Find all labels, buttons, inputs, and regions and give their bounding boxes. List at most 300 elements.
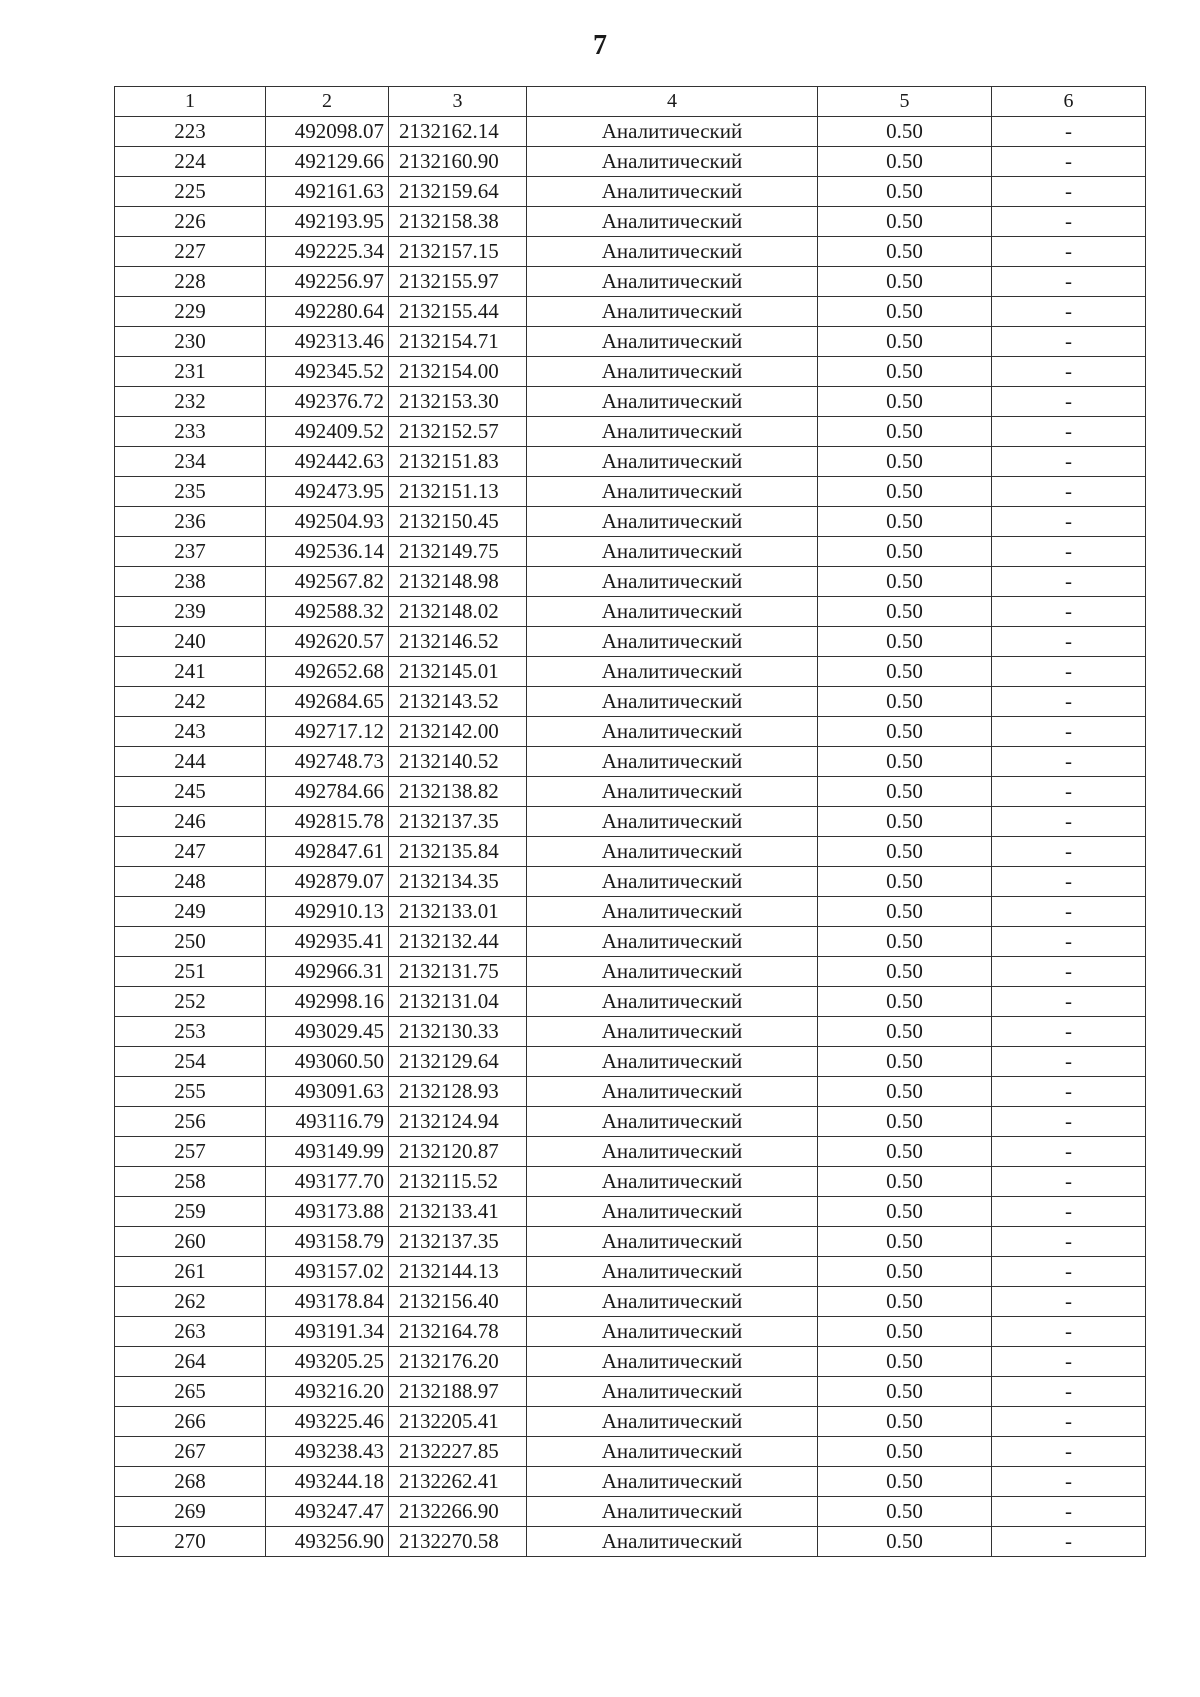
accuracy-cell: 0.50	[818, 1227, 992, 1257]
y-coordinate-cell: 2132143.52	[389, 687, 527, 717]
accuracy-cell: 0.50	[818, 627, 992, 657]
accuracy-cell: 0.50	[818, 447, 992, 477]
method-cell: Аналитический	[527, 507, 818, 537]
method-cell: Аналитический	[527, 1047, 818, 1077]
method-cell: Аналитический	[527, 1107, 818, 1137]
method-cell: Аналитический	[527, 567, 818, 597]
note-cell: -	[992, 837, 1146, 867]
note-cell: -	[992, 657, 1146, 687]
point-number-cell: 253	[115, 1017, 266, 1047]
table-row	[115, 537, 1146, 567]
y-coordinate-cell: 2132266.90	[389, 1497, 527, 1527]
x-coordinate-cell: 492935.41	[266, 927, 389, 957]
note-cell: -	[992, 237, 1146, 267]
y-coordinate-cell: 2132176.20	[389, 1347, 527, 1377]
method-cell: Аналитический	[527, 987, 818, 1017]
method-cell: Аналитический	[527, 747, 818, 777]
method-cell: Аналитический	[527, 597, 818, 627]
table-row	[115, 627, 1146, 657]
header-col-5: 5	[818, 87, 992, 117]
accuracy-cell: 0.50	[818, 1137, 992, 1167]
point-number-cell: 270	[115, 1527, 266, 1557]
method-cell: Аналитический	[527, 807, 818, 837]
y-coordinate-cell: 2132149.75	[389, 537, 527, 567]
table-row	[115, 867, 1146, 897]
method-cell: Аналитический	[527, 1287, 818, 1317]
accuracy-cell: 0.50	[818, 1347, 992, 1377]
note-cell: -	[992, 627, 1146, 657]
table-row	[115, 687, 1146, 717]
y-coordinate-cell: 2132120.87	[389, 1137, 527, 1167]
method-cell: Аналитический	[527, 1167, 818, 1197]
y-coordinate-cell: 2132164.78	[389, 1317, 527, 1347]
accuracy-cell: 0.50	[818, 1437, 992, 1467]
table-row	[115, 1227, 1146, 1257]
x-coordinate-cell: 493173.88	[266, 1197, 389, 1227]
point-number-cell: 266	[115, 1407, 266, 1437]
page-number: 7	[593, 30, 607, 61]
note-cell: -	[992, 177, 1146, 207]
y-coordinate-cell: 2132145.01	[389, 657, 527, 687]
note-cell: -	[992, 1317, 1146, 1347]
method-cell: Аналитический	[527, 297, 818, 327]
point-number-cell: 249	[115, 897, 266, 927]
point-number-cell: 259	[115, 1197, 266, 1227]
method-cell: Аналитический	[527, 207, 818, 237]
note-cell: -	[992, 357, 1146, 387]
accuracy-cell: 0.50	[818, 1167, 992, 1197]
note-cell: -	[992, 327, 1146, 357]
table-row	[115, 267, 1146, 297]
x-coordinate-cell: 492376.72	[266, 387, 389, 417]
note-cell: -	[992, 1497, 1146, 1527]
point-number-cell: 245	[115, 777, 266, 807]
table-row	[115, 1407, 1146, 1437]
table-row	[115, 297, 1146, 327]
point-number-cell: 244	[115, 747, 266, 777]
accuracy-cell: 0.50	[818, 1197, 992, 1227]
y-coordinate-cell: 2132154.00	[389, 357, 527, 387]
note-cell: -	[992, 1377, 1146, 1407]
y-coordinate-cell: 2132133.01	[389, 897, 527, 927]
note-cell: -	[992, 897, 1146, 927]
y-coordinate-cell: 2132115.52	[389, 1167, 527, 1197]
method-cell: Аналитический	[527, 177, 818, 207]
header-col-4: 4	[527, 87, 818, 117]
method-cell: Аналитический	[527, 1437, 818, 1467]
point-number-cell: 240	[115, 627, 266, 657]
note-cell: -	[992, 117, 1146, 147]
x-coordinate-cell: 492748.73	[266, 747, 389, 777]
table-row	[115, 147, 1146, 177]
point-number-cell: 248	[115, 867, 266, 897]
note-cell: -	[992, 147, 1146, 177]
accuracy-cell: 0.50	[818, 717, 992, 747]
point-number-cell: 269	[115, 1497, 266, 1527]
note-cell: -	[992, 567, 1146, 597]
note-cell: -	[992, 807, 1146, 837]
point-number-cell: 231	[115, 357, 266, 387]
table-row	[115, 747, 1146, 777]
x-coordinate-cell: 492409.52	[266, 417, 389, 447]
y-coordinate-cell: 2132138.82	[389, 777, 527, 807]
y-coordinate-cell: 2132162.14	[389, 117, 527, 147]
method-cell: Аналитический	[527, 447, 818, 477]
x-coordinate-cell: 492442.63	[266, 447, 389, 477]
accuracy-cell: 0.50	[818, 567, 992, 597]
point-number-cell: 223	[115, 117, 266, 147]
x-coordinate-cell: 492620.57	[266, 627, 389, 657]
table-row	[115, 1197, 1146, 1227]
note-cell: -	[992, 1017, 1146, 1047]
point-number-cell: 262	[115, 1287, 266, 1317]
point-number-cell: 263	[115, 1317, 266, 1347]
x-coordinate-cell: 493116.79	[266, 1107, 389, 1137]
accuracy-cell: 0.50	[818, 1107, 992, 1137]
table-body	[115, 117, 1146, 1557]
accuracy-cell: 0.50	[818, 807, 992, 837]
accuracy-cell: 0.50	[818, 747, 992, 777]
table-row	[115, 507, 1146, 537]
table-row	[115, 327, 1146, 357]
y-coordinate-cell: 2132262.41	[389, 1467, 527, 1497]
table-row	[115, 897, 1146, 927]
method-cell: Аналитический	[527, 957, 818, 987]
y-coordinate-cell: 2132133.41	[389, 1197, 527, 1227]
method-cell: Аналитический	[527, 927, 818, 957]
table-row	[115, 1347, 1146, 1377]
method-cell: Аналитический	[527, 357, 818, 387]
point-number-cell: 224	[115, 147, 266, 177]
x-coordinate-cell: 493158.79	[266, 1227, 389, 1257]
table-row	[115, 777, 1146, 807]
x-coordinate-cell: 492193.95	[266, 207, 389, 237]
table-row	[115, 1017, 1146, 1047]
note-cell: -	[992, 417, 1146, 447]
accuracy-cell: 0.50	[818, 987, 992, 1017]
table-row	[115, 387, 1146, 417]
accuracy-cell: 0.50	[818, 297, 992, 327]
table-row	[115, 657, 1146, 687]
note-cell: -	[992, 297, 1146, 327]
method-cell: Аналитический	[527, 117, 818, 147]
header-col-3: 3	[389, 87, 527, 117]
note-cell: -	[992, 1437, 1146, 1467]
note-cell: -	[992, 717, 1146, 747]
point-number-cell: 229	[115, 297, 266, 327]
coordinates-table	[114, 86, 1146, 1557]
y-coordinate-cell: 2132137.35	[389, 807, 527, 837]
method-cell: Аналитический	[527, 687, 818, 717]
note-cell: -	[992, 1347, 1146, 1377]
point-number-cell: 239	[115, 597, 266, 627]
table-row	[115, 207, 1146, 237]
y-coordinate-cell: 2132158.38	[389, 207, 527, 237]
point-number-cell: 241	[115, 657, 266, 687]
x-coordinate-cell: 492998.16	[266, 987, 389, 1017]
point-number-cell: 230	[115, 327, 266, 357]
x-coordinate-cell: 493060.50	[266, 1047, 389, 1077]
x-coordinate-cell: 493247.47	[266, 1497, 389, 1527]
table-row	[115, 477, 1146, 507]
point-number-cell: 261	[115, 1257, 266, 1287]
accuracy-cell: 0.50	[818, 597, 992, 627]
header-col-6: 6	[992, 87, 1146, 117]
table-row	[115, 237, 1146, 267]
note-cell: -	[992, 1167, 1146, 1197]
y-coordinate-cell: 2132159.64	[389, 177, 527, 207]
point-number-cell: 252	[115, 987, 266, 1017]
y-coordinate-cell: 2132140.52	[389, 747, 527, 777]
accuracy-cell: 0.50	[818, 897, 992, 927]
table-row	[115, 837, 1146, 867]
method-cell: Аналитический	[527, 1227, 818, 1257]
note-cell: -	[992, 1287, 1146, 1317]
method-cell: Аналитический	[527, 387, 818, 417]
accuracy-cell: 0.50	[818, 357, 992, 387]
accuracy-cell: 0.50	[818, 1407, 992, 1437]
y-coordinate-cell: 2132150.45	[389, 507, 527, 537]
note-cell: -	[992, 777, 1146, 807]
x-coordinate-cell: 493191.34	[266, 1317, 389, 1347]
note-cell: -	[992, 507, 1146, 537]
x-coordinate-cell: 493225.46	[266, 1407, 389, 1437]
y-coordinate-cell: 2132135.84	[389, 837, 527, 867]
note-cell: -	[992, 1527, 1146, 1557]
y-coordinate-cell: 2132130.33	[389, 1017, 527, 1047]
note-cell: -	[992, 597, 1146, 627]
y-coordinate-cell: 2132188.97	[389, 1377, 527, 1407]
x-coordinate-cell: 492879.07	[266, 867, 389, 897]
accuracy-cell: 0.50	[818, 537, 992, 567]
table-row	[115, 1287, 1146, 1317]
accuracy-cell: 0.50	[818, 1287, 992, 1317]
note-cell: -	[992, 447, 1146, 477]
method-cell: Аналитический	[527, 777, 818, 807]
table-row	[115, 1467, 1146, 1497]
y-coordinate-cell: 2132137.35	[389, 1227, 527, 1257]
table-row	[115, 1167, 1146, 1197]
point-number-cell: 226	[115, 207, 266, 237]
table-row	[115, 1077, 1146, 1107]
x-coordinate-cell: 493244.18	[266, 1467, 389, 1497]
y-coordinate-cell: 2132131.75	[389, 957, 527, 987]
y-coordinate-cell: 2132148.98	[389, 567, 527, 597]
method-cell: Аналитический	[527, 1467, 818, 1497]
point-number-cell: 228	[115, 267, 266, 297]
point-number-cell: 243	[115, 717, 266, 747]
point-number-cell: 267	[115, 1437, 266, 1467]
x-coordinate-cell: 492684.65	[266, 687, 389, 717]
table-row	[115, 177, 1146, 207]
accuracy-cell: 0.50	[818, 1377, 992, 1407]
accuracy-cell: 0.50	[818, 387, 992, 417]
table-row	[115, 1137, 1146, 1167]
accuracy-cell: 0.50	[818, 117, 992, 147]
accuracy-cell: 0.50	[818, 1527, 992, 1557]
method-cell: Аналитический	[527, 267, 818, 297]
y-coordinate-cell: 2132151.13	[389, 477, 527, 507]
x-coordinate-cell: 492161.63	[266, 177, 389, 207]
method-cell: Аналитический	[527, 867, 818, 897]
point-number-cell: 227	[115, 237, 266, 267]
point-number-cell: 251	[115, 957, 266, 987]
y-coordinate-cell: 2132152.57	[389, 417, 527, 447]
accuracy-cell: 0.50	[818, 1077, 992, 1107]
method-cell: Аналитический	[527, 657, 818, 687]
table-row	[115, 447, 1146, 477]
method-cell: Аналитический	[527, 417, 818, 447]
x-coordinate-cell: 492847.61	[266, 837, 389, 867]
y-coordinate-cell: 2132144.13	[389, 1257, 527, 1287]
point-number-cell: 250	[115, 927, 266, 957]
table-row	[115, 1497, 1146, 1527]
method-cell: Аналитический	[527, 1317, 818, 1347]
table-row	[115, 1047, 1146, 1077]
y-coordinate-cell: 2132205.41	[389, 1407, 527, 1437]
y-coordinate-cell: 2132157.15	[389, 237, 527, 267]
y-coordinate-cell: 2132134.35	[389, 867, 527, 897]
method-cell: Аналитический	[527, 627, 818, 657]
accuracy-cell: 0.50	[818, 837, 992, 867]
accuracy-cell: 0.50	[818, 657, 992, 687]
accuracy-cell: 0.50	[818, 207, 992, 237]
point-number-cell: 265	[115, 1377, 266, 1407]
x-coordinate-cell: 492910.13	[266, 897, 389, 927]
x-coordinate-cell: 492966.31	[266, 957, 389, 987]
x-coordinate-cell: 492256.97	[266, 267, 389, 297]
y-coordinate-cell: 2132153.30	[389, 387, 527, 417]
table-header	[115, 87, 1146, 117]
accuracy-cell: 0.50	[818, 177, 992, 207]
accuracy-cell: 0.50	[818, 927, 992, 957]
method-cell: Аналитический	[527, 1137, 818, 1167]
method-cell: Аналитический	[527, 1497, 818, 1527]
note-cell: -	[992, 1467, 1146, 1497]
y-coordinate-cell: 2132129.64	[389, 1047, 527, 1077]
table-row	[115, 567, 1146, 597]
x-coordinate-cell: 493256.90	[266, 1527, 389, 1557]
accuracy-cell: 0.50	[818, 327, 992, 357]
note-cell: -	[992, 537, 1146, 567]
table-row	[115, 1317, 1146, 1347]
method-cell: Аналитический	[527, 837, 818, 867]
x-coordinate-cell: 492784.66	[266, 777, 389, 807]
table-row	[115, 1527, 1146, 1557]
point-number-cell: 225	[115, 177, 266, 207]
x-coordinate-cell: 492588.32	[266, 597, 389, 627]
method-cell: Аналитический	[527, 717, 818, 747]
x-coordinate-cell: 492280.64	[266, 297, 389, 327]
method-cell: Аналитический	[527, 1017, 818, 1047]
point-number-cell: 242	[115, 687, 266, 717]
point-number-cell: 232	[115, 387, 266, 417]
x-coordinate-cell: 492313.46	[266, 327, 389, 357]
table-row	[115, 597, 1146, 627]
accuracy-cell: 0.50	[818, 1047, 992, 1077]
method-cell: Аналитический	[527, 537, 818, 567]
x-coordinate-cell: 492098.07	[266, 117, 389, 147]
x-coordinate-cell: 493177.70	[266, 1167, 389, 1197]
accuracy-cell: 0.50	[818, 1497, 992, 1527]
method-cell: Аналитический	[527, 1257, 818, 1287]
x-coordinate-cell: 493029.45	[266, 1017, 389, 1047]
x-coordinate-cell: 492345.52	[266, 357, 389, 387]
table-row	[115, 1437, 1146, 1467]
y-coordinate-cell: 2132270.58	[389, 1527, 527, 1557]
y-coordinate-cell: 2132148.02	[389, 597, 527, 627]
note-cell: -	[992, 1227, 1146, 1257]
point-number-cell: 237	[115, 537, 266, 567]
y-coordinate-cell: 2132146.52	[389, 627, 527, 657]
point-number-cell: 257	[115, 1137, 266, 1167]
method-cell: Аналитический	[527, 1407, 818, 1437]
note-cell: -	[992, 387, 1146, 417]
accuracy-cell: 0.50	[818, 957, 992, 987]
y-coordinate-cell: 2132131.04	[389, 987, 527, 1017]
x-coordinate-cell: 492652.68	[266, 657, 389, 687]
y-coordinate-cell: 2132124.94	[389, 1107, 527, 1137]
table-row	[115, 417, 1146, 447]
x-coordinate-cell: 492129.66	[266, 147, 389, 177]
note-cell: -	[992, 867, 1146, 897]
point-number-cell: 260	[115, 1227, 266, 1257]
x-coordinate-cell: 493091.63	[266, 1077, 389, 1107]
x-coordinate-cell: 492815.78	[266, 807, 389, 837]
header-row	[115, 87, 1146, 117]
note-cell: -	[992, 267, 1146, 297]
point-number-cell: 236	[115, 507, 266, 537]
point-number-cell: 256	[115, 1107, 266, 1137]
x-coordinate-cell: 493238.43	[266, 1437, 389, 1467]
accuracy-cell: 0.50	[818, 687, 992, 717]
method-cell: Аналитический	[527, 1527, 818, 1557]
table-row	[115, 1107, 1146, 1137]
accuracy-cell: 0.50	[818, 1017, 992, 1047]
x-coordinate-cell: 492536.14	[266, 537, 389, 567]
note-cell: -	[992, 1047, 1146, 1077]
table-row	[115, 807, 1146, 837]
accuracy-cell: 0.50	[818, 477, 992, 507]
y-coordinate-cell: 2132155.44	[389, 297, 527, 327]
x-coordinate-cell: 492473.95	[266, 477, 389, 507]
accuracy-cell: 0.50	[818, 267, 992, 297]
method-cell: Аналитический	[527, 327, 818, 357]
y-coordinate-cell: 2132227.85	[389, 1437, 527, 1467]
y-coordinate-cell: 2132154.71	[389, 327, 527, 357]
header-col-2: 2	[266, 87, 389, 117]
x-coordinate-cell: 493149.99	[266, 1137, 389, 1167]
note-cell: -	[992, 1107, 1146, 1137]
method-cell: Аналитический	[527, 1197, 818, 1227]
x-coordinate-cell: 493216.20	[266, 1377, 389, 1407]
y-coordinate-cell: 2132128.93	[389, 1077, 527, 1107]
point-number-cell: 234	[115, 447, 266, 477]
y-coordinate-cell: 2132132.44	[389, 927, 527, 957]
x-coordinate-cell: 492504.93	[266, 507, 389, 537]
method-cell: Аналитический	[527, 1347, 818, 1377]
method-cell: Аналитический	[527, 1077, 818, 1107]
table-row	[115, 927, 1146, 957]
note-cell: -	[992, 1197, 1146, 1227]
table-row	[115, 117, 1146, 147]
table-row	[115, 357, 1146, 387]
note-cell: -	[992, 927, 1146, 957]
accuracy-cell: 0.50	[818, 867, 992, 897]
table-row	[115, 987, 1146, 1017]
accuracy-cell: 0.50	[818, 1257, 992, 1287]
method-cell: Аналитический	[527, 897, 818, 927]
